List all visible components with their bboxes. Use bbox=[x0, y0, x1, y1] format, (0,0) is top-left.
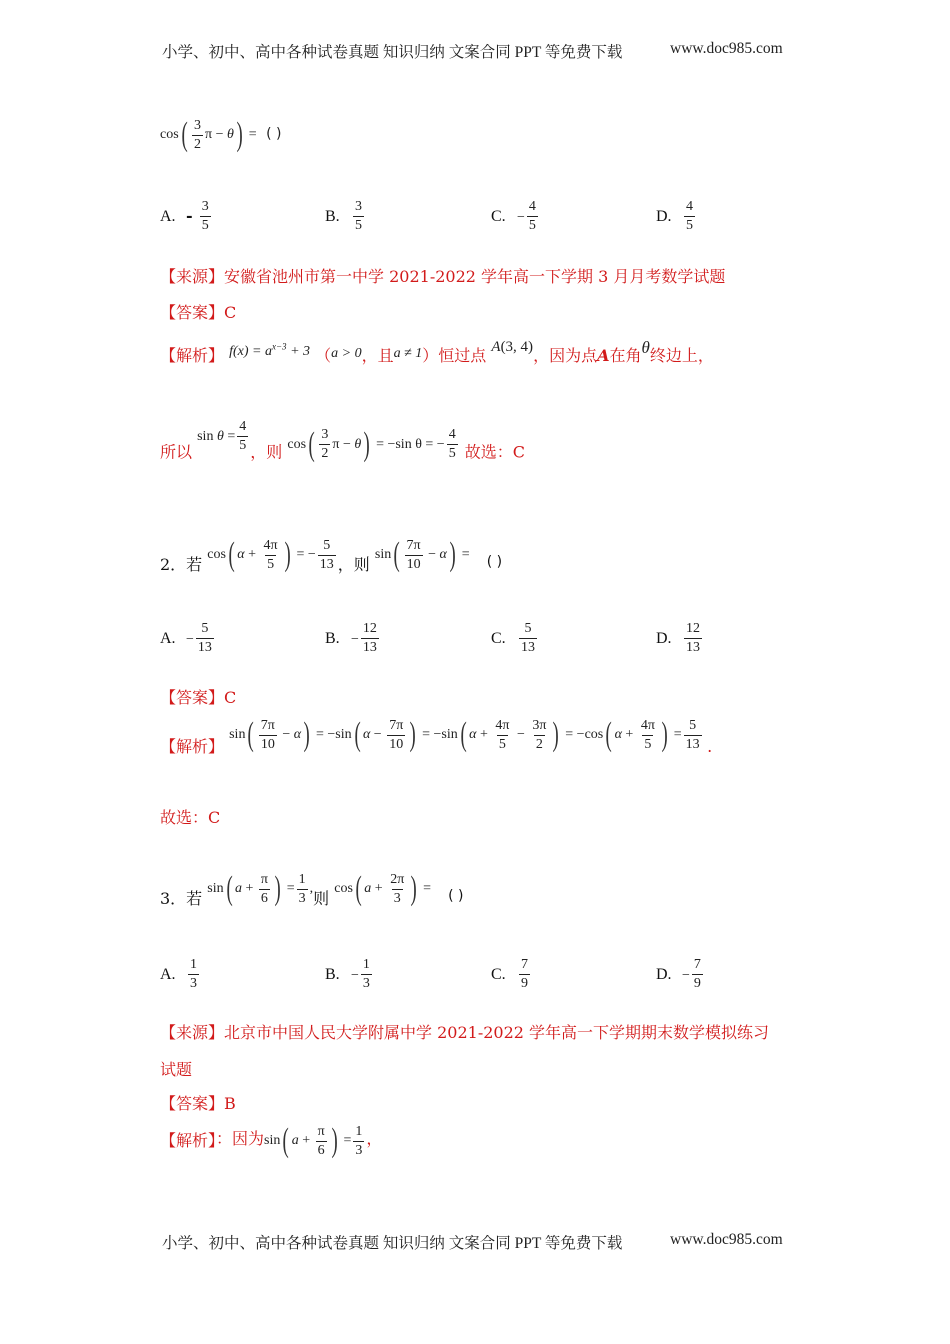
footer-site-link[interactable]: www.doc985.com bbox=[670, 1231, 783, 1248]
q3-option-b: B. − $\frac{1}{3}$ bbox=[325, 957, 370, 991]
q1-stem: cos( $\frac{3}{2}$ π − θ) = ( ) bbox=[160, 116, 282, 153]
q1-option-a: A. - $\frac{3}{5}$ bbox=[160, 199, 209, 233]
q1-analysis-conclusion: 所以 sin θ = $\frac{4}{5}$ ，则 cos( $\frac{3}{2}$ π − θ) = −sin θ = − $\frac{4}{5}$ 故选：C bbox=[160, 419, 526, 463]
answer-blank: ( ) bbox=[266, 126, 282, 143]
q2-option-c: C. $\frac{5}{13}$ bbox=[491, 621, 535, 655]
q3-option-a: A. $\frac{1}{3}$ bbox=[160, 957, 197, 991]
point-a: A(3, 4) bbox=[491, 339, 534, 355]
q1-option-d: D. $\frac{4}{5}$ bbox=[656, 199, 693, 233]
q1-option-b: B. $\frac{3}{5}$ bbox=[325, 199, 362, 233]
footer-text: 小学、初中、高中各种试卷真题 知识归纳 文案合同 PPT 等免费下载 bbox=[162, 1235, 623, 1252]
q2-option-b: B. − $\frac{12}{13}$ bbox=[325, 621, 377, 655]
q3-stem: 3．若 sin( a + $\frac{\pi}{6}$ ) = $\frac{1}{3}$ ,则 cos( a + $\frac{2\pi}{3}$ ) = ( ) bbox=[160, 870, 464, 909]
q2-option-a: A. − $\frac{5}{13}$ bbox=[160, 621, 212, 655]
q3-source: 【来源】北京市中国人民大学附属中学 2021-2022 学年高一下学期期末数学模拟练习 bbox=[160, 1023, 770, 1042]
cos-text: cos bbox=[160, 127, 179, 143]
q2-analysis: 【解析】 sin( $\frac{7\pi}{10}$ − α) = −sin( α − $\frac{7\pi}{10}$ ) = −sin( α + $\frac{4\pi}{5}$ − $\frac{3\pi}{2}$ ) = −cos( α + $\frac{4\pi}{5}$ ) = $\frac{5}{13}$ . bbox=[160, 716, 713, 757]
fx-formula: $f(x) = a^{x-3} + 3$ bbox=[229, 341, 311, 359]
q1-option-c: C. − $\frac{4}{5}$ bbox=[491, 199, 536, 233]
page-footer bbox=[162, 1231, 802, 1253]
q2-conclusion: 故选：C bbox=[160, 808, 221, 827]
q3-option-d: D. − $\frac{7}{9}$ bbox=[656, 957, 701, 991]
answer-blank: ( ) bbox=[448, 888, 464, 905]
q2-answer: 【答案】C bbox=[160, 688, 237, 707]
q3-option-c: C. $\frac{7}{9}$ bbox=[491, 957, 528, 991]
header-site-link[interactable]: www.doc985.com bbox=[670, 40, 783, 57]
q3-source-cont: 试题 bbox=[160, 1060, 193, 1079]
q3-answer: 【答案】B bbox=[160, 1094, 236, 1113]
answer-blank: ( ) bbox=[486, 554, 503, 571]
q3-analysis: 【解析】：因为sin( a + $\frac{\pi}{6}$ ) = $\frac{1}{3}$ ， bbox=[160, 1122, 383, 1159]
q2-stem: 2．若 cos( α + $\frac{4\pi}{5}$ ) = − $\frac{5}{13}$ ，则 sin( $\frac{7\pi}{10}$ − α) = ( ) bbox=[160, 536, 503, 575]
page-header bbox=[162, 40, 802, 62]
q1-source: 【来源】安徽省池州市第一中学 2021-2022 学年高一下学期 3 月月考数学试题 bbox=[160, 267, 726, 286]
q1-analysis: 【解析】 $f(x) = a^{x-3} + 3$ （a > 0，且a ≠ 1）恒过点 A(3, 4)，因为点A在角θ终边上， bbox=[160, 338, 714, 365]
fraction: $\frac{3}{2}$ bbox=[194, 117, 201, 152]
header-text: 小学、初中、高中各种试卷真题 知识归纳 文案合同 PPT 等免费下载 bbox=[162, 44, 623, 61]
pi-text: π bbox=[205, 127, 213, 143]
q1-answer: 【答案】C bbox=[160, 303, 237, 322]
q2-option-d: D. $\frac{12}{13}$ bbox=[656, 621, 700, 655]
